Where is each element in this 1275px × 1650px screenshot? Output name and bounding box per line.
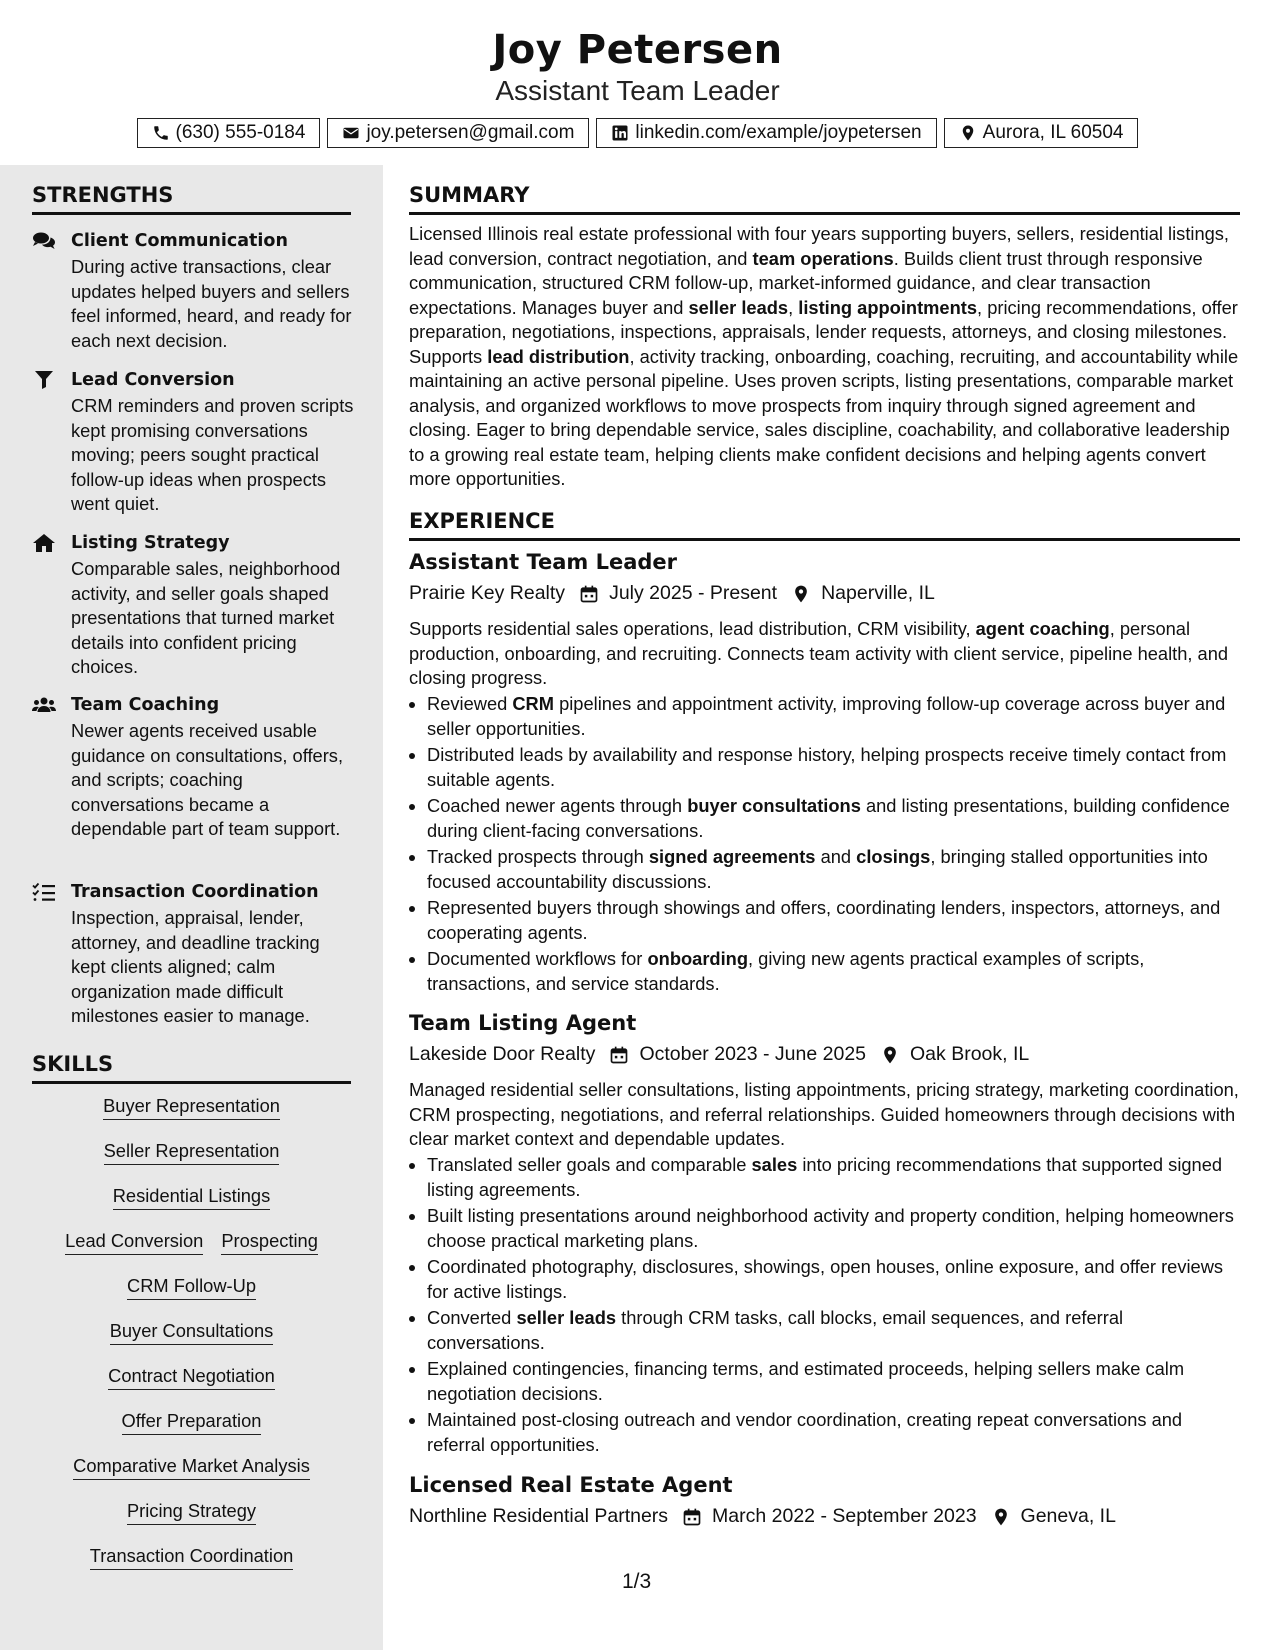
job-company: Prairie Key Realty xyxy=(409,582,566,604)
linkedin-icon xyxy=(611,124,629,142)
contact-email[interactable] xyxy=(327,118,589,148)
strength-title: Lead Conversion xyxy=(71,370,235,390)
candidate-name: Joy Petersen xyxy=(492,27,783,73)
job-location: Naperville, IL xyxy=(821,582,935,604)
skill-tag: Pricing Strategy xyxy=(127,1500,256,1525)
calendar-icon xyxy=(609,1045,629,1065)
summary-text: Licensed Illinois real estate professional with four years supporting buyers, sellers, residential listings, lead conversion, contract negotiation, and team operations. Builds client trust through responsive communication, structured CRM follow-up, market-informed guidance, and clear transaction expectations. Manages buyer and seller leads, listing appointments, pricing recommendations, offer preparation, negotiations, inspections, appraisals, lender requests, attorneys, and closing milestones. Supports lead distribution, activity tracking, onboarding, coaching, recruiting, and accountability while maintaining an active personal pipeline. Uses proven scripts, listing presentations, comparable market analysis, and organized workflows to move prospects from inquiry through signed agreement and closing. Eager to bring dependable service, sales discipline, coachability, and collaborative leadership to a growing real estate team, helping clients make confident decisions and helping agents convert more opportunities. xyxy=(409,223,1239,489)
skill-tag: Contract Negotiation xyxy=(108,1365,275,1390)
skills-list xyxy=(32,1095,351,1590)
job-dates: July 2025 - Present xyxy=(609,582,778,604)
job-dates: October 2023 - June 2025 xyxy=(639,1043,867,1065)
job-dates: March 2022 - September 2023 xyxy=(712,1505,977,1527)
job-description: Managed residential seller consultations, listing appointments, pricing strategy, marketing coordination, CRM prospecting, negotiations, and referral relationships. Guided homeowners through decisions with clear market context and dependable updates. xyxy=(409,1079,1239,1149)
job-location: Oak Brook, IL xyxy=(910,1043,1030,1065)
skill-tag: Comparative Market Analysis xyxy=(73,1455,310,1480)
bullet-item: • Documented workflows for onboarding, giving new agents practical examples of scripts, transactions, and service standards. xyxy=(427,947,1242,996)
job-bullets xyxy=(409,1153,1242,1459)
job-title: Team Listing Agent xyxy=(409,1011,637,1035)
map-marker-icon xyxy=(791,584,811,604)
strength-desc: CRM reminders and proven scripts kept promising conversations moving; peers sought practical follow-up ideas when prospects went quiet. xyxy=(71,395,354,514)
skill-tag: CRM Follow-Up xyxy=(127,1275,256,1300)
job-title: Licensed Real Estate Agent xyxy=(409,1473,733,1497)
bullet-item: • Coordinated photography, disclosures, showings, open houses, online exposure, and offer reviews for active listings. xyxy=(427,1255,1242,1304)
job-description: Supports residential sales operations, lead distribution, CRM visibility, agent coaching, personal production, onboarding, and recruiting. Connects team activity with client service, pipeline health, and closing progress. xyxy=(409,618,1229,688)
contact-phone[interactable] xyxy=(137,118,321,148)
bullet-item: • Represented buyers through showings and offers, coordinating lenders, inspectors, attorneys, and cooperating agents. xyxy=(427,896,1242,945)
location-text: Aurora, IL 60504 xyxy=(982,122,1124,143)
bullet-item: • Coached newer agents through buyer consultations and listing presentations, building confidence during client-facing conversations. xyxy=(427,794,1242,843)
strength-desc: During active transactions, clear updates helped buyers and sellers feel informed, heard, and ready for each next decision. xyxy=(71,256,352,351)
skills-heading: SKILLS xyxy=(32,1052,351,1084)
map-marker-icon xyxy=(959,124,977,142)
job-location: Geneva, IL xyxy=(1020,1505,1116,1527)
map-marker-icon xyxy=(880,1045,900,1065)
phone-icon xyxy=(152,124,170,142)
candidate-title: Assistant Team Leader xyxy=(495,75,780,106)
comments-icon xyxy=(32,231,56,251)
skill-tag: Lead Conversion xyxy=(65,1230,203,1255)
calendar-icon xyxy=(579,584,599,604)
contact-location[interactable] xyxy=(944,118,1139,148)
bullet-item: • Explained contingencies, financing terms, and estimated proceeds, helping sellers make calm negotiation decisions. xyxy=(427,1357,1242,1406)
strengths-heading: STRENGTHS xyxy=(32,183,351,215)
skill-tag: Seller Representation xyxy=(104,1140,280,1165)
list-check-icon xyxy=(32,882,56,902)
summary-heading: SUMMARY xyxy=(409,183,1240,215)
skill-tag: Offer Preparation xyxy=(122,1410,262,1435)
job-company: Northline Residential Partners xyxy=(409,1505,669,1527)
phone-text: (630) 555-0184 xyxy=(175,122,306,143)
strength-desc: Comparable sales, neighborhood activity, and seller goals shaped presentations that turned market details into confident pricing choices. xyxy=(71,558,341,677)
bullet-item: • Distributed leads by availability and response history, helping prospects receive timely contact from suitable agents. xyxy=(427,743,1242,792)
home-icon xyxy=(32,533,56,553)
bullet-item: • Translated seller goals and comparable sales into pricing recommendations that supported signed listing agreements. xyxy=(427,1153,1242,1202)
calendar-icon xyxy=(682,1507,702,1527)
map-marker-icon xyxy=(991,1507,1011,1527)
strength-desc: Newer agents received usable guidance on consultations, offers, and scripts; coaching conversations became a dependable part of team support. xyxy=(71,720,344,839)
job-meta xyxy=(409,1043,1029,1066)
job-title: Assistant Team Leader xyxy=(409,550,678,574)
page-number: 1/3 xyxy=(622,1570,652,1593)
bullet-item: • Reviewed CRM pipelines and appointment activity, improving follow-up coverage across buyer and seller opportunities. xyxy=(427,692,1242,741)
skill-tag: Residential Listings xyxy=(113,1185,271,1210)
envelope-icon xyxy=(342,124,360,142)
bullet-item: • Tracked prospects through signed agreements and closings, bringing stalled opportunities into focused accountability discussions. xyxy=(427,845,1242,894)
linkedin-text: linkedin.com/example/joypetersen xyxy=(635,122,922,143)
skill-tag: Buyer Consultations xyxy=(110,1320,274,1345)
contact-linkedin[interactable] xyxy=(596,118,936,148)
strength-title: Client Communication xyxy=(71,231,288,251)
strength-title: Team Coaching xyxy=(71,695,220,715)
strength-title: Listing Strategy xyxy=(71,533,230,553)
strength-title: Transaction Coordination xyxy=(71,882,319,902)
bullet-item: • Maintained post-closing outreach and vendor coordination, creating repeat conversations and referral opportunities. xyxy=(427,1408,1242,1457)
job-meta xyxy=(409,582,935,605)
job-company: Lakeside Door Realty xyxy=(409,1043,596,1065)
experience-heading: EXPERIENCE xyxy=(409,509,1240,541)
job-meta xyxy=(409,1505,1116,1528)
strength-desc: Inspection, appraisal, lender, attorney, and deadline tracking kept clients aligned; calm organization made difficult milestones easier to manage. xyxy=(71,907,320,1026)
resume-header xyxy=(0,0,1275,165)
bullet-item: • Built listing presentations around neighborhood activity and property condition, helping homeowners choose practical marketing plans. xyxy=(427,1204,1242,1253)
email-text: joy.petersen@gmail.com xyxy=(366,122,575,143)
job-bullets xyxy=(409,692,1242,998)
bullet-item: • Converted seller leads through CRM tasks, call blocks, email sequences, and referral conversations. xyxy=(427,1306,1242,1355)
skill-tag: Buyer Representation xyxy=(103,1095,280,1120)
filter-icon xyxy=(32,370,56,390)
users-icon xyxy=(32,695,56,715)
skill-tag: Prospecting xyxy=(221,1230,318,1255)
contact-bar xyxy=(0,118,1275,148)
skill-tag: Transaction Coordination xyxy=(90,1545,294,1570)
